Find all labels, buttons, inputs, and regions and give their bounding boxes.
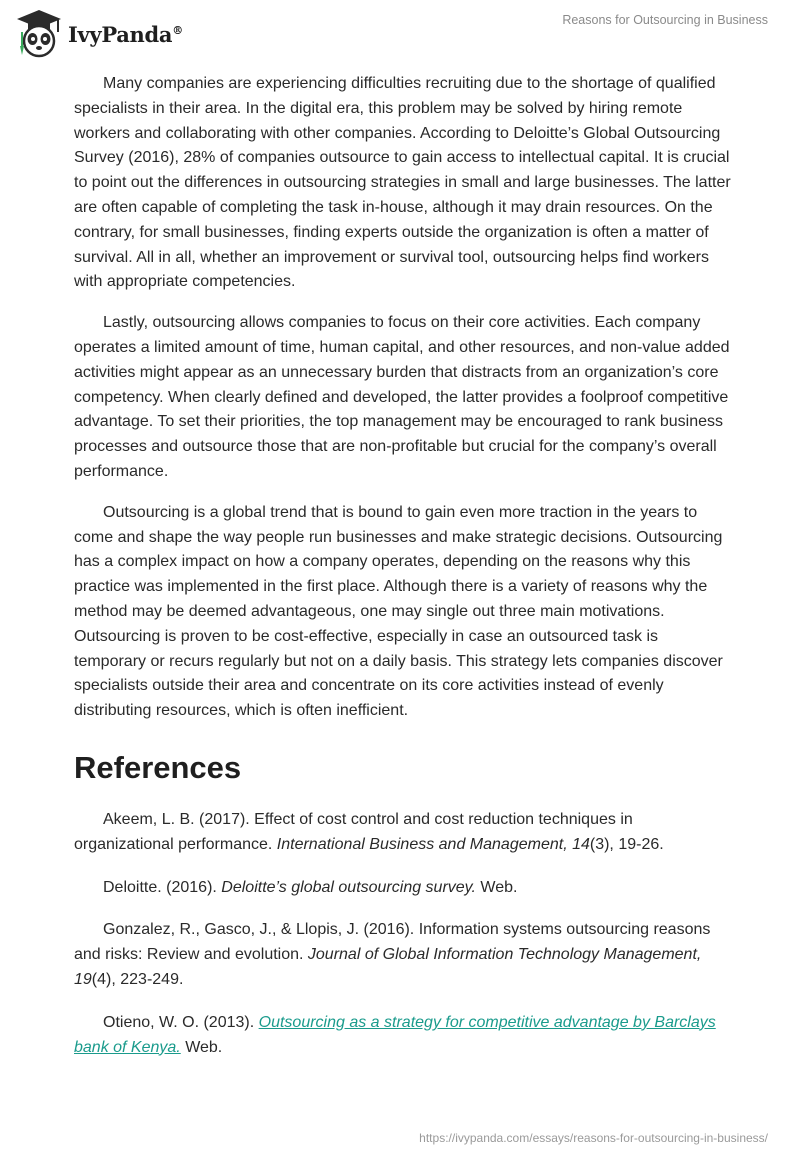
body-paragraph-3: Outsourcing is a global trend that is bound to gain even more traction in the years to come and shape the way people run businesses and make strategic decisions. Outsourcing has a complex impact on how a company operates, depending on the reasons why this practice was implemented in the first place. Although there is a variety of reasons why the method may be deemed advantageous, one may single out three main motivations. Outsourcing is proven to be cost-effective, especially in case an outsourced task is temporary or recurs regularly but not on a daily basis. This strategy lets companies discover specialists outside their area and concentrate on its core activities instead of evenly distributing resources, which is often inefficient. (74, 503, 723, 720)
reference-akeem: Akeem, L. B. (2017). Effect of cost control and cost reduction techniques in organizational performance. International Business and Management, 14(3), 19-26. (74, 810, 664, 853)
reference-gonzalez: Gonzalez, R., Gasco, J., & Llopis, J. (2016). Information systems outsourcing reasons and risks: Review and evolution. Journal of Global Information Technology Management, 19(4), 223-249. (74, 921, 711, 988)
references-heading: References (74, 749, 242, 785)
reference-deloitte: Deloitte. (2016). Deloitte’s global outsourcing survey. Web. (103, 878, 518, 896)
body-paragraph-2: Lastly, outsourcing allows companies to focus on their core activities. Each company operates a limited amount of time, human capital, and other resources, and non-value added activities might appear as an unnecessary burden that distracts from an organization’s core competency. When clearly defined and developed, the latter provides a foolproof competitive advantage. To set their priorities, the top management may be encouraged to rank business processes and outsource those that are non-profitable but crucial for the company’s overall performance. (74, 314, 730, 480)
footer-url: https://ivypanda.com/essays/reasons-for-outsourcing-in-business/ (419, 1131, 768, 1145)
essay-content (74, 72, 734, 1078)
header-document-title: Reasons for Outsourcing in Business (562, 13, 768, 27)
ivypanda-logo[interactable] (14, 8, 183, 60)
logo-text: IvyPanda® (68, 21, 183, 47)
page-header (0, 0, 800, 70)
reference-otieno: Otieno, W. O. (2013). Outsourcing as a strategy for competitive advantage by Barclays bank of Kenya. Web. (74, 1013, 716, 1056)
reference-otieno-link[interactable]: Outsourcing as a strategy for competitive advantage by Barclays bank of Kenya. (74, 1013, 716, 1056)
body-paragraph-1: Many companies are experiencing difficulties recruiting due to the shortage of qualified specialists in their area. In the digital era, this problem may be solved by hiring remote workers and collaborating with other companies. According to Deloitte’s Global Outsourcing Survey (2016), 28% of companies outsource to gain access to intellectual capital. It is crucial to point out the differences in outsourcing strategies in small and large businesses. The latter are often capable of completing the task in-house, although it may drain resources. On the contrary, for small businesses, finding experts outside the organization is often a matter of survival. All in all, whether an improvement or survival tool, outsourcing helps find workers with appropriate competencies. (74, 75, 731, 291)
panda-logo-icon (14, 8, 64, 60)
